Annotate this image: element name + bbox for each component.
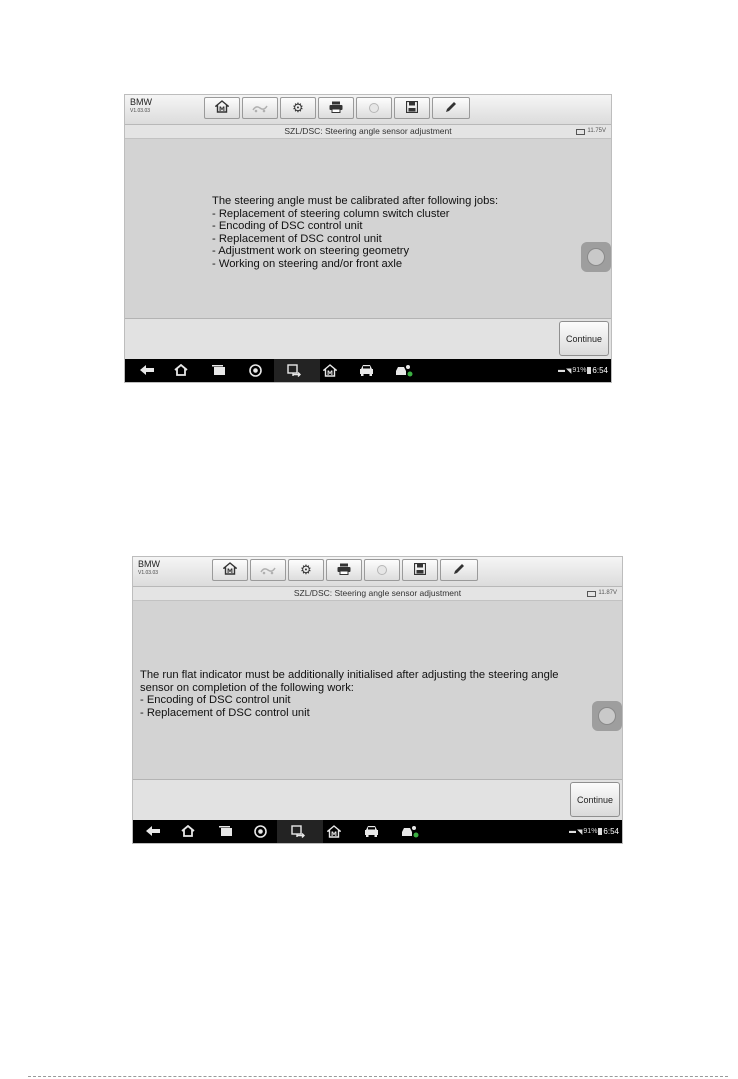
title-bar (125, 125, 611, 139)
software-version: V1.03.03 (130, 108, 151, 114)
top-toolbar (125, 95, 611, 125)
message-line: The steering angle must be calibrated after following jobs: (212, 195, 499, 207)
floating-assist-button[interactable] (592, 701, 622, 731)
settings-gear-icon: ⚙ (292, 100, 304, 115)
print-icon (337, 563, 351, 578)
status-area (569, 827, 619, 836)
save-icon (406, 101, 418, 116)
message-icon: ▬ (558, 367, 566, 374)
message-line: sensor on completion of the following work: (140, 681, 354, 694)
edit-button[interactable] (432, 97, 470, 119)
recent-apps-icon[interactable] (219, 825, 233, 840)
settings-gear-icon: ⚙ (300, 562, 312, 577)
print-button[interactable] (326, 559, 362, 581)
settings-button[interactable] (280, 97, 316, 119)
svg-text:M: M (327, 370, 333, 377)
brand-name: BMW (130, 97, 152, 107)
brand-name: BMW (138, 559, 160, 569)
car-icon[interactable] (359, 364, 374, 379)
message-line: - Encoding of DSC control unit (212, 220, 363, 233)
continue-button[interactable]: Continue (559, 321, 609, 356)
back-icon[interactable] (139, 364, 155, 379)
android-nav-bar (133, 820, 622, 843)
home-button[interactable] (212, 559, 248, 581)
brand-label (138, 560, 160, 576)
message-line: - Adjustment work on steering geometry (212, 245, 410, 258)
car-battery-icon (576, 129, 585, 135)
home-button[interactable] (204, 97, 240, 119)
top-toolbar (133, 557, 622, 587)
vehicle-swap-icon (260, 563, 276, 578)
vehicle-swap-button[interactable] (250, 559, 286, 581)
maxisys-icon[interactable] (327, 825, 341, 841)
edit-pen-icon (453, 563, 465, 578)
print-icon (329, 101, 343, 116)
vci-icon[interactable] (395, 364, 413, 380)
back-icon[interactable] (145, 825, 161, 840)
car-icon[interactable] (364, 825, 379, 840)
battery-voltage-indicator (576, 127, 606, 136)
toolbar-buttons (204, 97, 472, 121)
clock: 6:54 (592, 366, 608, 375)
save-button[interactable] (394, 97, 430, 119)
message-line: - Working on steering and/or front axle (212, 257, 403, 270)
info-message (140, 669, 559, 719)
assistive-touch-icon (598, 707, 616, 725)
help-button[interactable] (364, 559, 400, 581)
svg-text:M: M (219, 106, 225, 113)
battery-icon (598, 828, 602, 835)
brand-label (130, 98, 152, 114)
assistive-touch-icon (587, 248, 605, 266)
print-button[interactable] (318, 97, 354, 119)
footer-bar (133, 779, 622, 820)
vehicle-swap-icon (252, 101, 268, 116)
message-line: - Replacement of DSC control unit (140, 706, 310, 719)
settings-button[interactable] (288, 559, 324, 581)
info-message (212, 195, 498, 271)
battery-voltage: 11.75V (587, 128, 606, 134)
maxisys-icon[interactable] (323, 364, 337, 380)
android-nav-bar (125, 359, 611, 382)
battery-voltage-indicator (587, 589, 617, 598)
message-line: - Replacement of DSC control unit (212, 232, 382, 245)
home-icon[interactable] (181, 825, 195, 840)
battery-percent: 91% (572, 367, 587, 374)
clock: 6:54 (603, 827, 619, 836)
floating-assist-button[interactable] (581, 242, 611, 272)
help-icon (377, 565, 387, 575)
page-title: SZL/DSC: Steering angle sensor adjustment (293, 588, 462, 598)
message-line: - Replacement of steering column switch cluster (212, 207, 450, 220)
browser-icon[interactable] (249, 364, 262, 380)
vci-icon[interactable] (401, 825, 419, 841)
svg-text:M: M (227, 568, 233, 575)
battery-icon (587, 367, 591, 374)
help-icon (369, 103, 379, 113)
screen-capture-icon[interactable] (291, 825, 306, 841)
screen-capture-icon[interactable] (287, 364, 302, 380)
recent-apps-icon[interactable] (212, 364, 226, 379)
status-area (558, 366, 608, 375)
message-line: The run flat indicator must be additionally initialised after adjusting the steering angle (140, 669, 559, 681)
wifi-icon: ◥ (566, 367, 572, 375)
message-line: - Encoding of DSC control unit (140, 694, 291, 707)
save-icon (414, 563, 426, 578)
footer-bar (125, 318, 611, 359)
software-version: V1.03.03 (138, 570, 159, 576)
continue-button[interactable]: Continue (570, 782, 620, 817)
edit-button[interactable] (440, 559, 478, 581)
car-battery-icon (587, 591, 596, 597)
message-icon: ▬ (569, 828, 577, 835)
message-area (133, 601, 622, 779)
browser-icon[interactable] (254, 825, 267, 841)
toolbar-buttons (212, 559, 480, 583)
page-title: SZL/DSC: Steering angle sensor adjustment (284, 126, 452, 136)
wifi-icon: ◥ (577, 828, 583, 836)
svg-text:M: M (331, 831, 337, 838)
diagnostic-screen-1 (125, 95, 611, 382)
home-icon[interactable] (174, 364, 188, 379)
home-icon (223, 562, 237, 578)
vehicle-swap-button[interactable] (242, 97, 278, 119)
battery-percent: 91% (583, 828, 598, 835)
message-area (125, 139, 611, 318)
help-button[interactable] (356, 97, 392, 119)
edit-pen-icon (445, 101, 457, 116)
diagnostic-screen-2 (133, 557, 622, 843)
home-icon (215, 100, 229, 116)
battery-voltage: 11.87V (598, 590, 617, 596)
title-bar (133, 587, 622, 601)
page-bottom-divider (28, 1076, 728, 1077)
save-button[interactable] (402, 559, 438, 581)
